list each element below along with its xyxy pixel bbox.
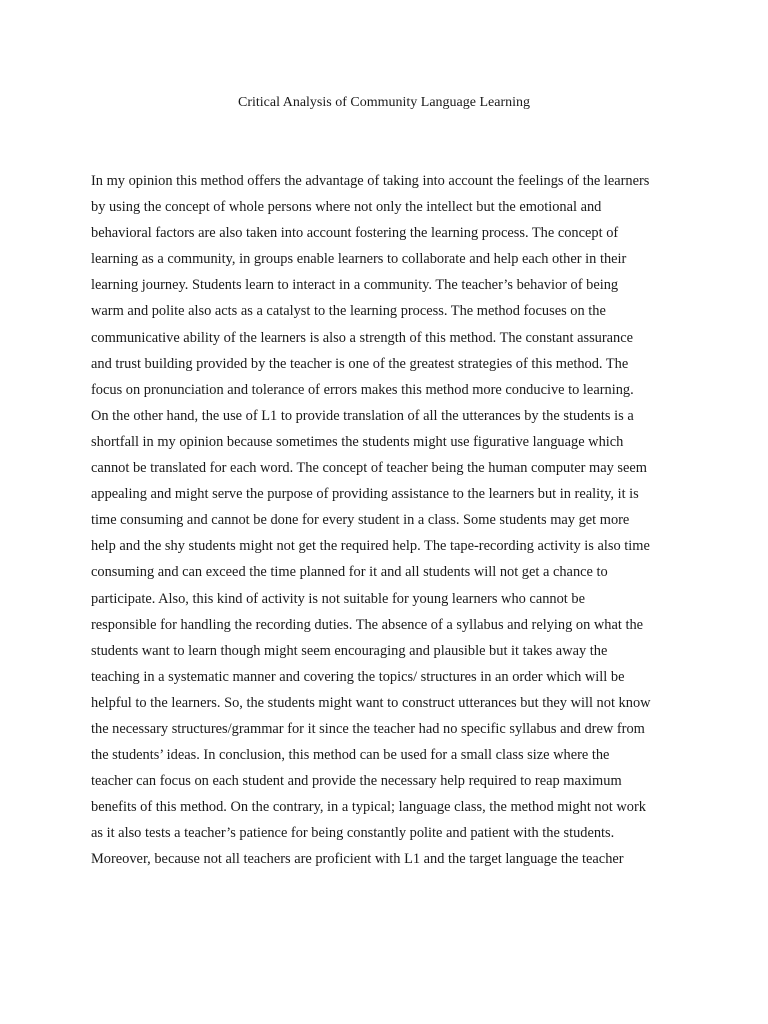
- text-line: consuming and can exceed the time planned for it and all students will not get a chance to: [91, 564, 608, 581]
- body-paragraph: [91, 168, 691, 873]
- text-line: In my opinion this method offers the advantage of taking into account the feelings of the learners: [91, 173, 650, 189]
- text-line: cannot be translated for each word. The concept of teacher being the human computer may seem: [91, 460, 647, 477]
- text-line: as it also tests a teacher’s patience for being constantly polite and patient with the students.: [91, 825, 615, 842]
- text-line: benefits of this method. On the contrary, in a typical; language class, the method might not work: [91, 799, 646, 816]
- text-line: communicative ability of the learners is also a strength of this method. The constant assurance: [91, 329, 634, 346]
- text-line: helpful to the learners. So, the students might want to construct utterances but they will not know: [91, 694, 651, 711]
- text-line: warm and polite also acts as a catalyst to the learning process. The method focuses on the: [91, 303, 606, 320]
- text-line: by using the concept of whole persons where not only the intellect but the emotional and: [91, 199, 602, 216]
- text-line: behavioral factors are also taken into account fostering the learning process. The concept of: [91, 225, 619, 242]
- text-line: Moreover, because not all teachers are proficient with L1 and the target language the teacher: [91, 851, 624, 868]
- text-line: the necessary structures/grammar for it since the teacher had no specific syllabus and drew from: [91, 720, 645, 737]
- text-line: the students’ ideas. In conclusion, this method can be used for a small class size where the: [91, 747, 610, 764]
- text-line: responsible for handling the recording duties. The absence of a syllabus and relying on what the: [91, 616, 644, 633]
- text-line: teaching in a systematic manner and covering the topics/ structures in an order which will be: [91, 668, 625, 685]
- text-line: time consuming and cannot be done for every student in a class. Some students may get more: [91, 512, 630, 529]
- text-line: appealing and might serve the purpose of providing assistance to the learners but in reality, it is: [91, 486, 639, 503]
- text-line: teacher can focus on each student and provide the necessary help required to reap maximum: [91, 773, 622, 790]
- text-line: On the other hand, the use of L1 to provide translation of all the utterances by the students is a: [91, 407, 634, 424]
- text-line: participate. Also, this kind of activity is not suitable for young learners who cannot be: [91, 590, 585, 607]
- text-line: learning as a community, in groups enable learners to collaborate and help each other in their: [91, 251, 627, 268]
- text-line: focus on pronunciation and tolerance of errors makes this method more conducive to learning.: [91, 381, 634, 398]
- text-line: shortfall in my opinion because sometimes the students might use figurative language which: [91, 433, 624, 450]
- text-line: learning journey. Students learn to interact in a community. The teacher’s behavior of being: [91, 277, 619, 294]
- text-line: students want to learn though might seem encouraging and plausible but it takes away the: [91, 642, 608, 659]
- document-title: Critical Analysis of Community Language Learning: [238, 95, 530, 110]
- text-line: and trust building provided by the teacher is one of the greatest strategies of this method. The: [91, 355, 629, 372]
- text-line: help and the shy students might not get the required help. The tape-recording activity is also time: [91, 538, 650, 555]
